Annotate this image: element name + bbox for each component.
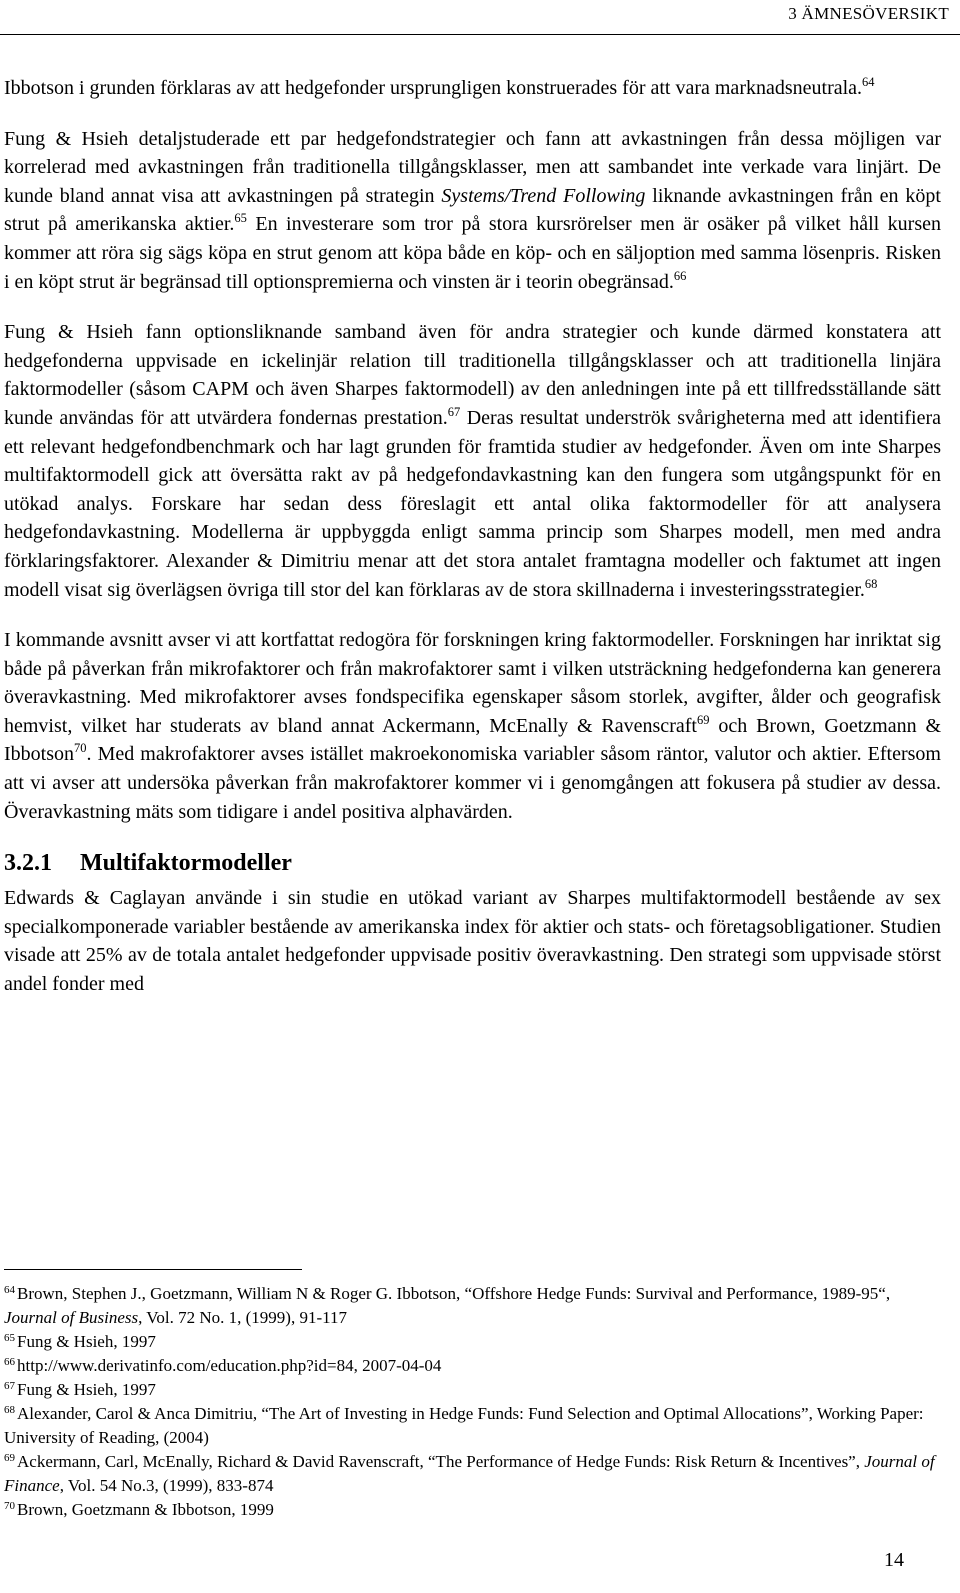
footnote-68 <box>4 1402 941 1450</box>
section-heading <box>4 848 941 878</box>
footnote-text: Alexander, Carol & Anca Dimitriu, “The Art of Investing in Hedge Funds: Fund Selection and Optimal Allocations”, Working Paper: University of Reading, (2004) <box>4 1404 924 1447</box>
footnote-number: 68 <box>4 1404 15 1416</box>
footnote-ref-67[interactable]: 67 <box>447 404 461 419</box>
body-text <box>4 74 941 1021</box>
footnote-text: Brown, Goetzmann & Ibbotson, 1999 <box>17 1500 274 1519</box>
footnote-link[interactable]: http://www.derivatinfo.com/education.php?id=84, 2007-04-04 <box>17 1356 442 1375</box>
footnote-ref-64[interactable]: 64 <box>862 75 875 89</box>
footnote-text: , Vol. 72 No. 1, (1999), 91-117 <box>138 1308 347 1327</box>
paragraph-3-text-b: Deras resultat underströk svårigheterna med att identifiera ett relevant hedgefondbenchmark och har lagt grunden för framtida studier av hedgefonder. Även om inte Sharpes multifaktormodell gick att översätta rakt av på hedgefondavkastning kan den fungera som utgångspunkt för en utökad analys. Forskare har sedan dess föreslagit ett antal olika faktormodeller för att analysera hedgefondavkastning. Modellerna är uppbyggda enligt samma princip som Sharpes modell, men med andra förklaringsfaktorer. Alexander & Dimitriu menar att det stora antalet framtagna modeller och faktumet att ingen modell visat sig överlägsen övriga till stor del kan förklaras av de stora skillnaderna i investeringsstrategier. <box>4 406 941 601</box>
footnotes <box>4 1282 941 1522</box>
paragraph-2 <box>4 125 941 297</box>
footnote-69 <box>4 1450 941 1498</box>
paragraph-2-text-c: En investerare som tror på stora kursrörelser men är osäker på vilket håll kursen kommer att röra sig sägs köpa en strut genom att köpa både en köp- och en säljoption med samma lösenpris. Risken i en köpt strut är begränsad till optionspremierna och vinsten är i teorin obegränsad. <box>4 213 941 293</box>
footnote-65 <box>4 1330 941 1354</box>
footnote-text: Brown, Stephen J., Goetzmann, William N & Roger G. Ibbotson, “Offshore Hedge Funds: Survival and Performance, 1989-95“, <box>17 1284 891 1303</box>
paragraph-4 <box>4 626 941 826</box>
paragraph-4-text-a: I kommande avsnitt avser vi att kortfattat redogöra för forskningen kring faktormodeller. Forskningen har inriktat sig både på påverkan från mikrofaktorer och från makrofaktorer samt i vilken utsträckning hedgefonderna kan generera överavkastning. Med mikrofaktorer avses fondspecifika egenskaper såsom storlek, avgifter, ålder och geografisk hemvist, vilket har studerats av bland annat Ackermann, McEnally & Ravenscraft <box>4 629 941 737</box>
footnote-number: 70 <box>4 1500 15 1512</box>
footnote-text: Fung & Hsieh, 1997 <box>17 1332 156 1351</box>
paragraph-5 <box>4 884 941 998</box>
paragraph-3 <box>4 318 941 604</box>
footnote-64 <box>4 1282 941 1330</box>
footnote-number: 69 <box>4 1452 15 1464</box>
footnote-ref-68[interactable]: 68 <box>864 576 878 591</box>
paragraph-4-text-b: och Brown, Goetzmann & Ibbotson <box>4 714 941 766</box>
footnote-67 <box>4 1378 941 1402</box>
footnote-separator <box>4 1269 302 1270</box>
page-number: 14 <box>884 1549 904 1571</box>
strategy-name: Systems/Trend Following <box>441 184 646 207</box>
journal-name: Journal of Finance <box>4 1452 935 1495</box>
footnote-70 <box>4 1498 941 1522</box>
running-header: 3 ÄMNESÖVERSIKT <box>788 4 949 23</box>
footnote-ref-66[interactable]: 66 <box>673 268 687 283</box>
footnote-66 <box>4 1354 941 1378</box>
paragraph-4-text-c: . Med makrofaktorer avses istället makroekonomiska variabler såsom räntor, valutor och aktier. Eftersom att vi avser att undersöka påverkan från makrofaktorer kommer vi i genomgången att fokusera på studier av dessa. Överavkastning mäts som tidigare i andel positiva alphavärden. <box>4 743 941 823</box>
paragraph-3-text-a: Fung & Hsieh fann optionsliknande samband även för andra strategier och kunde därmed konstatera att hedgefonderna uppvisade en ickelinjär relation till traditionella tillgångsklasser och att traditionella linjära faktormodeller (såsom CAPM och även Sharpes faktormodell) av den anledningen inte på ett tillfredsställande sätt kunde användas för att utvärdera fondernas prestation. <box>4 321 941 429</box>
footnote-number: 65 <box>4 1332 15 1344</box>
footnote-text: Fung & Hsieh, 1997 <box>17 1380 156 1399</box>
paragraph-2-text-b: liknande avkastningen från en köpt strut på amerikanska aktier. <box>4 184 941 236</box>
footnote-ref-70[interactable]: 70 <box>74 741 87 756</box>
footnote-number: 66 <box>4 1356 15 1368</box>
footnote-ref-69[interactable]: 69 <box>696 712 710 727</box>
paragraph-2-text-a: Fung & Hsieh detaljstuderade ett par hedgefondstrategier och fann att avkastningen från dessa möjligen var korrelerad med avkastningen från traditionella tillgångsklasser, men att sambandet inte verkade vara linjärt. De kunde bland annat visa att avkastningen på strategin <box>4 127 941 207</box>
section-number: 3.2.1 <box>4 850 52 877</box>
footnote-number: 64 <box>4 1284 15 1296</box>
footnote-text: Ackermann, Carl, McEnally, Richard & David Ravenscraft, “The Performance of Hedge Funds: Risk Return & Incentives”, <box>17 1452 865 1471</box>
section-title: Multifaktormodeller <box>80 850 292 877</box>
footnote-number: 67 <box>4 1380 15 1392</box>
paragraph-1 <box>4 74 941 103</box>
header-rule <box>0 34 960 35</box>
paragraph-5-text: Edwards & Caglayan använde i sin studie en utökad variant av Sharpes multifaktormodell bestående av sex specialkomponerade variabler bestående av amerikanska index för aktier och stats- och företagsobligationer. Studien visade att 25% av de totala antalet hedgefonder uppvisade positiv överavkastning. Den strategi som uppvisade störst andel fonder med <box>4 887 941 996</box>
journal-name: Journal of Business <box>4 1308 139 1327</box>
paragraph-1-text: Ibbotson i grunden förklaras av att hedgefonder ursprungligen konstruerades för att vara marknadsneutrala. <box>4 77 863 99</box>
footnote-ref-65[interactable]: 65 <box>234 211 247 226</box>
footnote-text: , Vol. 54 No.3, (1999), 833-874 <box>59 1476 274 1495</box>
